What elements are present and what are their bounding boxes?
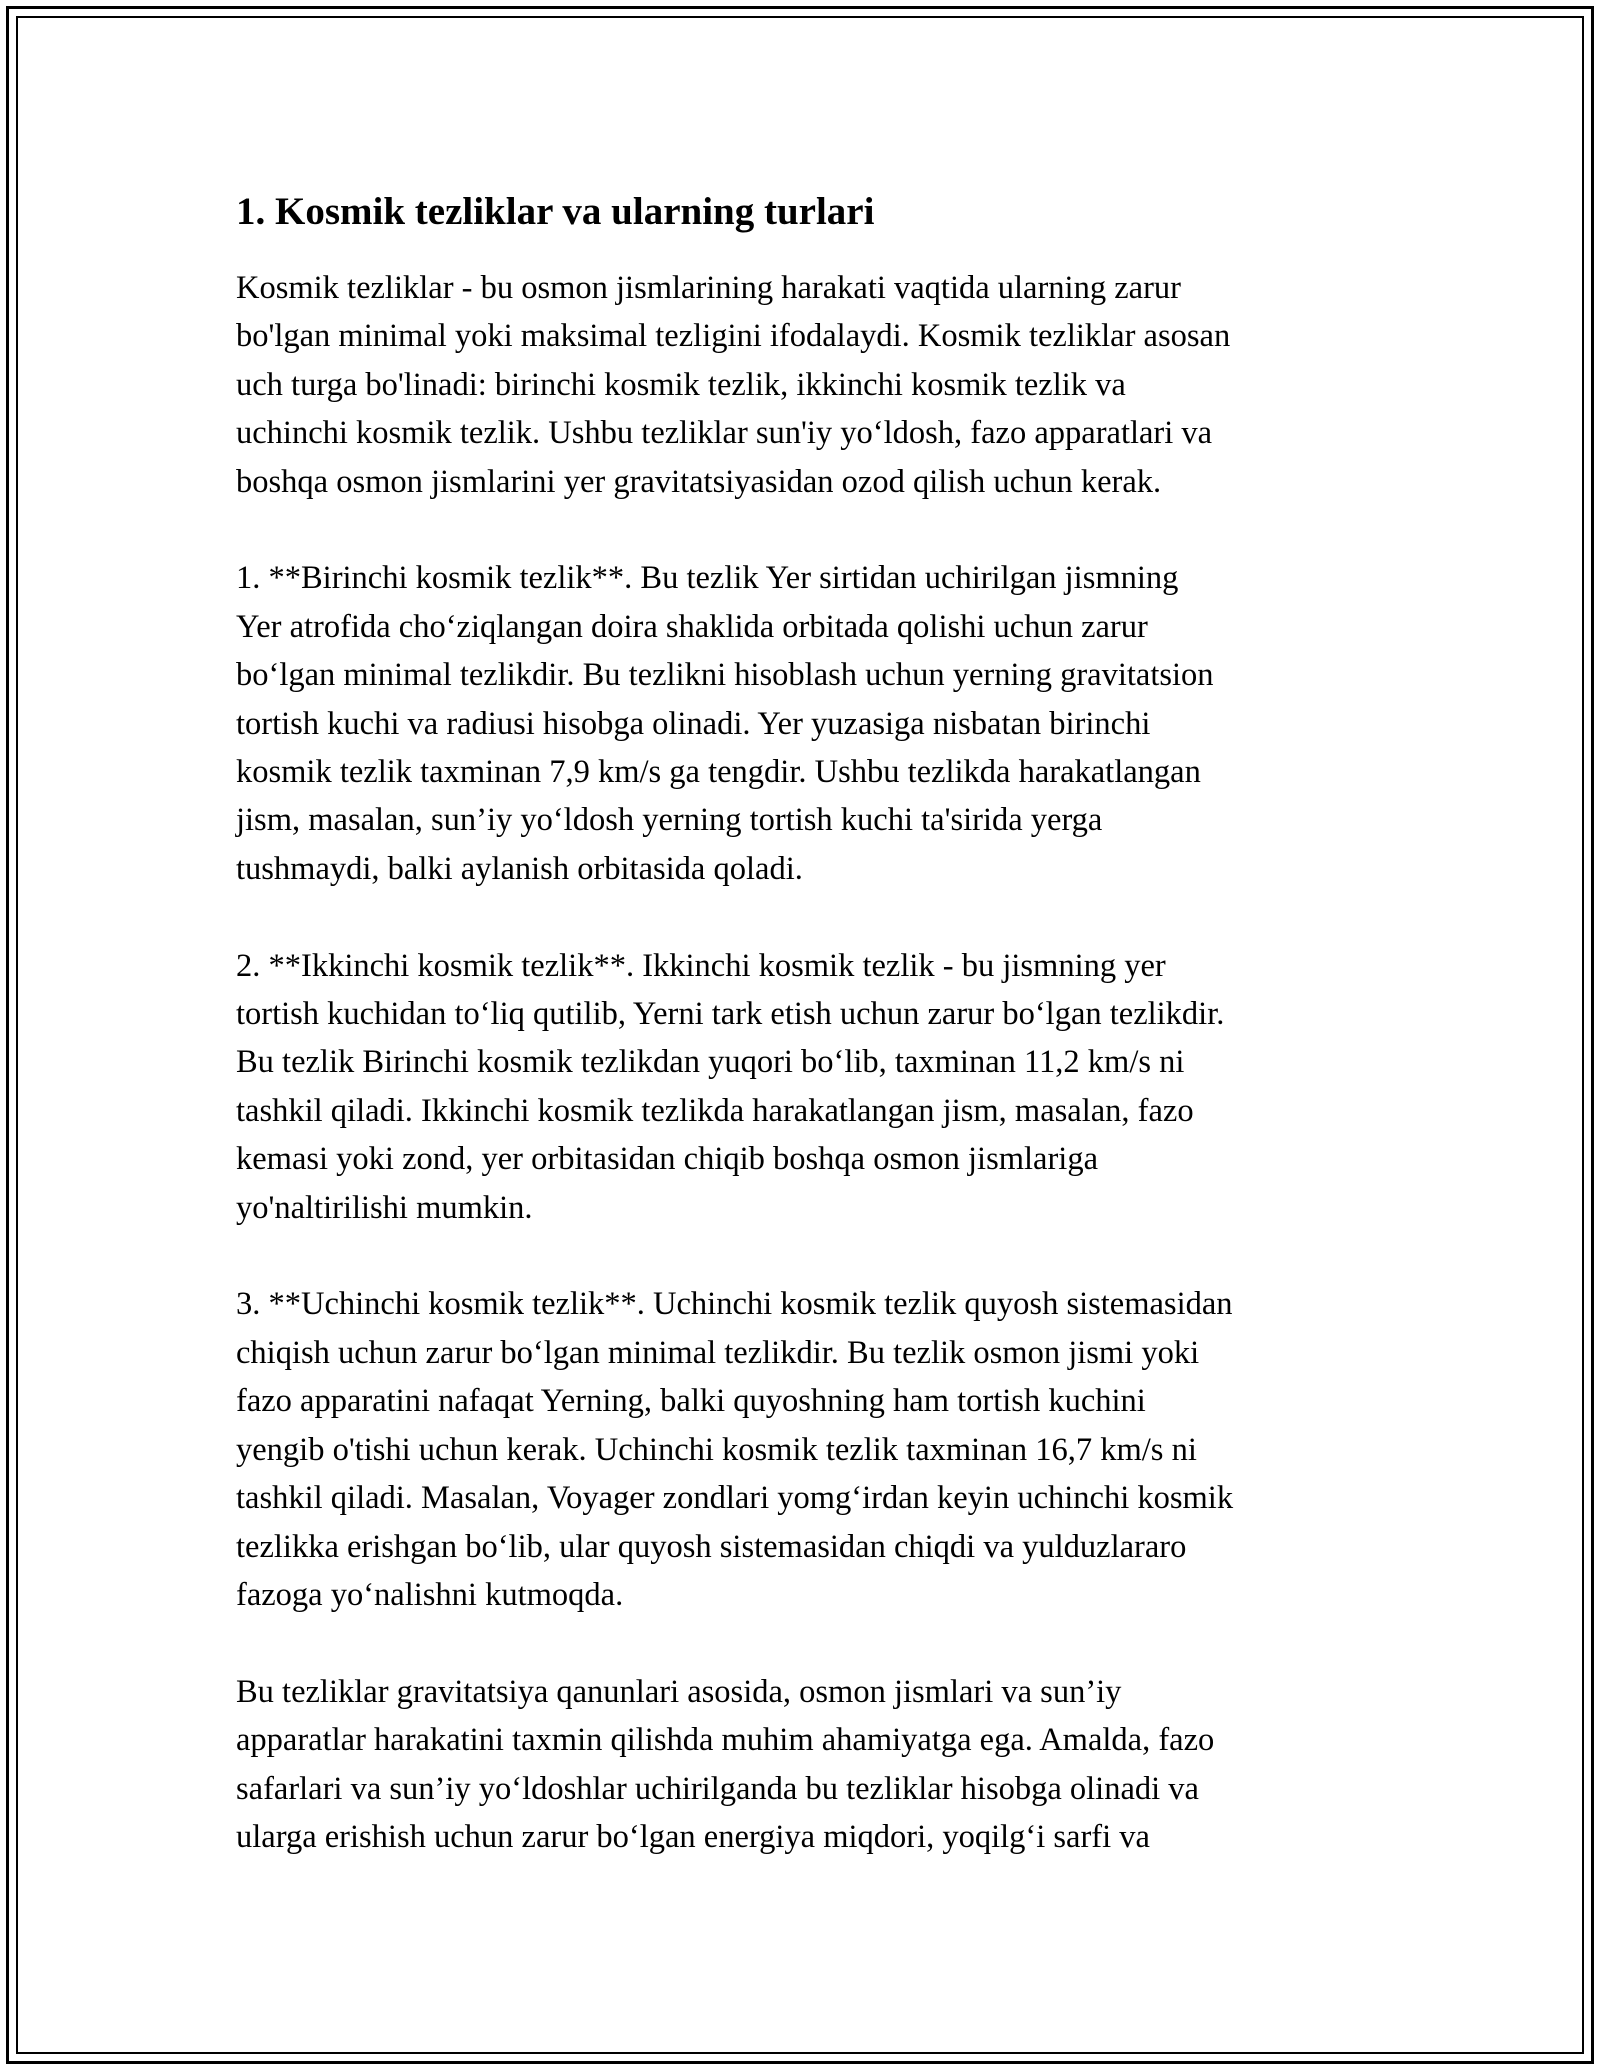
page-title: 1. Kosmik tezliklar va ularning turlari	[236, 190, 875, 233]
intro-paragraph: Kosmik tezliklar - bu osmon jismlarining harakati vaqtida ularning zarur bo'lgan minimal yoki maksimal tezligini ifodalaydi. Kosmik tezliklar asosan uch turga bo'linadi: birinchi kosmik tezlik, ikkinchi kosmik tezlik va uchinchi kosmik tezlik. Ushbu tezliklar sun'iy yo‘ldosh, fazo apparatlari va boshqa osmon jismlarini yer gravitatsiyasidan ozod qilish uchun kerak.	[236, 270, 1231, 500]
conclusion-paragraph: Bu tezliklar gravitatsiya qanunlari asosida, osmon jismlari va sun’iy apparatlar harakatini taxmin qilishda muhim ahamiyatga ega. Amalda, fazo safarlari va sun’iy yo‘ldoshlar uchirilganda bu tezliklar hisobga olinadi va ularga erishish uchun zarur bo‘lgan energiya miqdori, yoqilg‘i sarfi va	[236, 1673, 1215, 1855]
third-cosmic-velocity-paragraph: 3. **Uchinchi kosmik tezlik**. Uchinchi kosmik tezlik quyosh sistemasidan chiqish uchun zarur bo‘lgan minimal tezlikdir. Bu tezlik osmon jismi yoki fazo apparatini nafaqat Yerning, balki quyoshning ham tortish kuchini yengib o'tishi uchun kerak. Uchinchi kosmik tezlik taxminan 16,7 km/s ni tashkil qiladi. Masalan, Voyager zondlari yomg‘irdan keyin uchinchi kosmik tezlikka erishgan bo‘lib, ular quyosh sistemasidan chiqdi va yulduzlararo fazoga yo‘nalishni kutmoqda.	[236, 1286, 1234, 1613]
document-body	[236, 186, 1386, 1861]
first-cosmic-velocity-paragraph: 1. **Birinchi kosmik tezlik**. Bu tezlik Yer sirtidan uchirilgan jismning Yer atrofida cho‘ziqlangan doira shaklida orbitada qolishi uchun zarur bo‘lgan minimal tezlikdir. Bu tezlikni hisoblash uchun yerning gravitatsion tortish kuchi va radiusi hisobga olinadi. Yer yuzasiga nisbatan birinchi kosmik tezlik taxminan 7,9 km/s ga tengdir. Ushbu tezlikda harakatlangan jism, masalan, sun’iy yo‘ldosh yerning tortish kuchi ta'sirida yerga tushmaydi, balki aylanish orbitasida qoladi.	[236, 560, 1214, 887]
second-cosmic-velocity-paragraph: 2. **Ikkinchi kosmik tezlik**. Ikkinchi kosmik tezlik - bu jismning yer tortish kuchidan to‘liq qutilib, Yerni tark etish uchun zarur bo‘lgan tezlikdir. Bu tezlik Birinchi kosmik tezlikdan yuqori bo‘lib, taxminan 11,2 km/s ni tashkil qiladi. Ikkinchi kosmik tezlikda harakatlangan jism, masalan, fazo kemasi yoki zond, yer orbitasidan chiqib boshqa osmon jismlariga yo'naltirilishi mumkin.	[236, 947, 1225, 1226]
